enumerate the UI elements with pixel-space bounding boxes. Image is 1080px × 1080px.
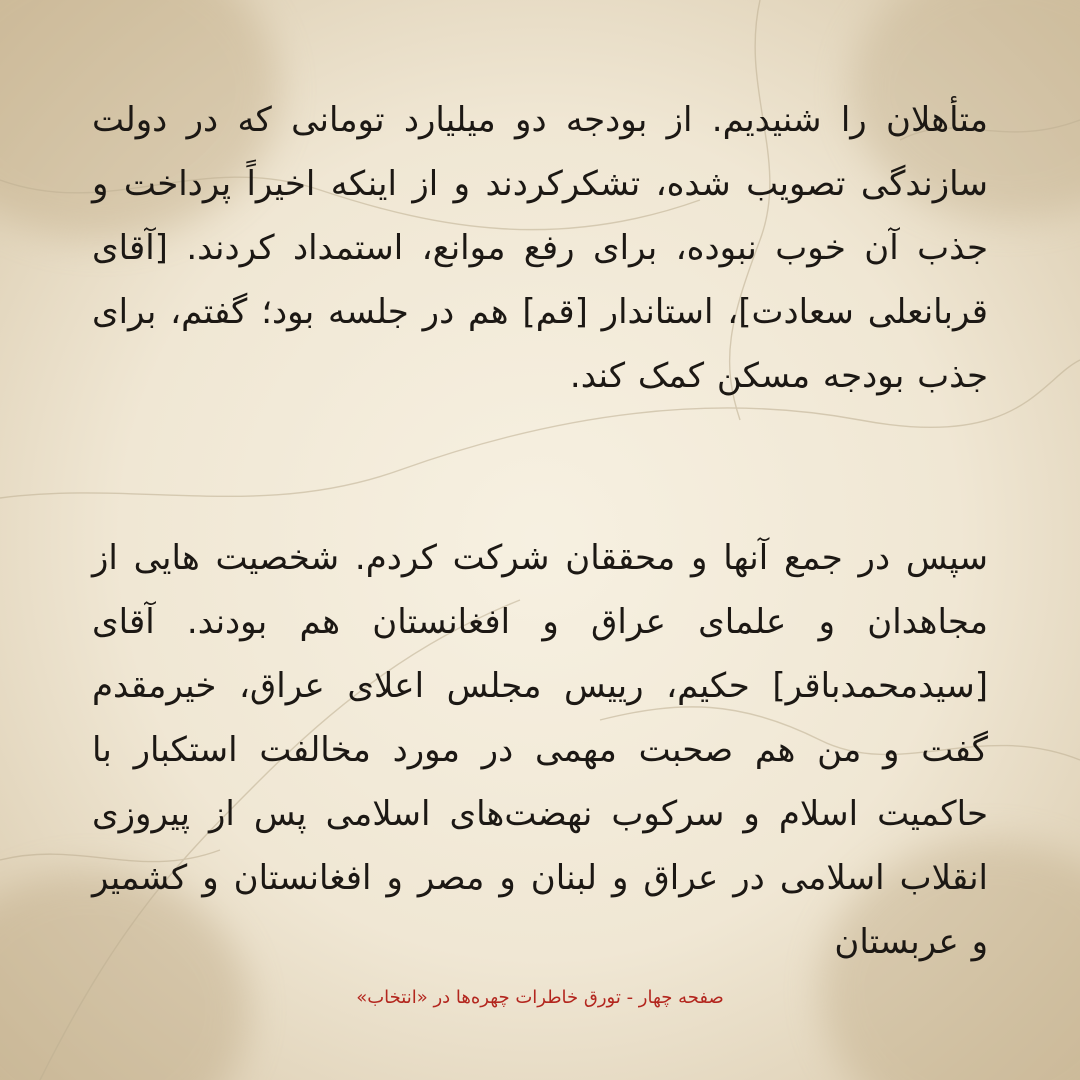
paragraph-2: سپس در جمع آنها و محققان شرکت کردم. شخصیت هایی از مجاهدان و علمای عراق و افغانستان هم بودند. آقای [سیدمحمدباقر] حکیم، رییس مجلس اعلای عراق، خیرمقدم گفت و من هم صحبت مهمی در مورد مخالفت استکبار با حاکمیت اسلام و سرکوب نهضت‌های اسلامی پس از پیروزی انقلاب اسلامی در عراق و لبنان و مصر و افغانستان و کشمیر و عربستان xyxy=(92,538,988,962)
footer-caption: صفحه چهار - تورق خاطرات چهره‌ها در «انتخاب» xyxy=(356,987,724,1008)
paragraph-1: متأهلان را شنیدیم. از بودجه دو میلیارد تومانی که در دولت سازندگی تصویب شده، تشکرکردند و از اینکه اخیراً پرداخت و جذب آن خوب نبوده، برای رفع موانع، استمداد کردند. [آقای قربانعلی سعادت]، استاندار [قم] هم در جلسه بود؛ گفتم، برای جذب بودجه مسکن کمک کند. xyxy=(92,100,988,396)
